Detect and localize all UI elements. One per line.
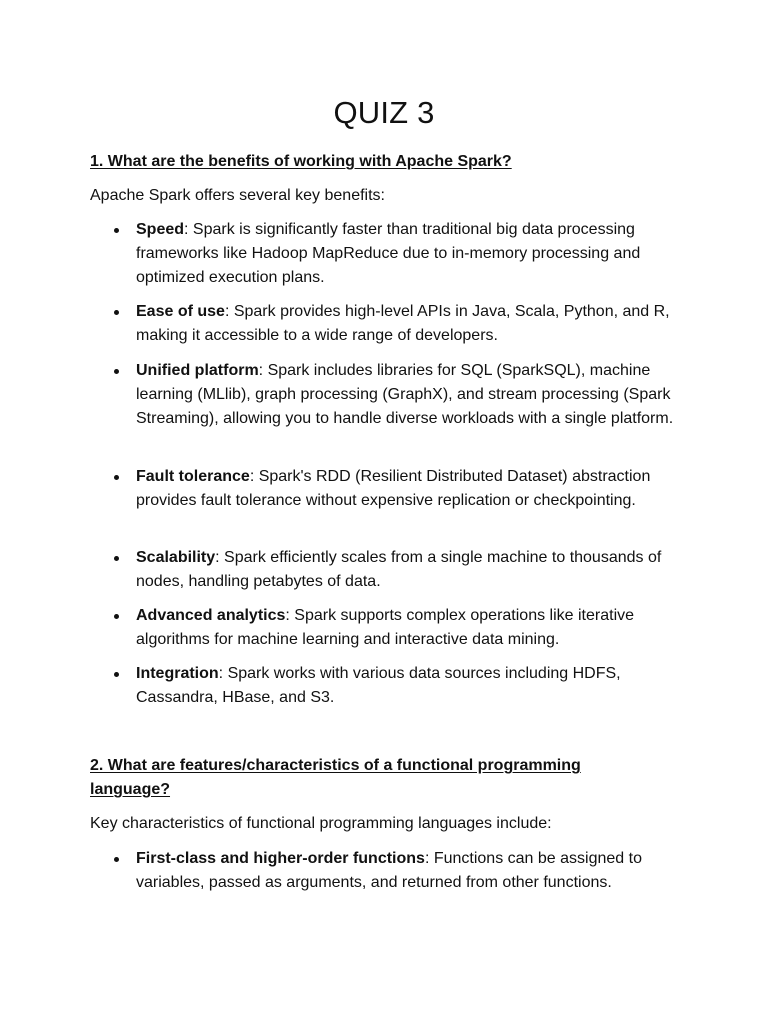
list-item-text — [136, 359, 681, 431]
item-term: Scalability — [136, 549, 216, 566]
item-description: : Functions can be assigned to variables, passed as arguments, and returned from other functions. — [136, 850, 642, 891]
list-item-text — [136, 465, 681, 513]
item-description: : Spark's RDD (Resilient Distributed Dataset) abstraction provides fault tolerance without expensive replication or checkpointing. — [136, 468, 651, 509]
question-1-heading: 1. What are the benefits of working with Apache Spark? — [90, 153, 512, 170]
item-term: Advanced analytics — [136, 607, 286, 624]
list-item-text — [136, 546, 681, 594]
item-term: Fault tolerance — [136, 468, 250, 485]
bullet-dot — [114, 369, 119, 374]
bullet-dot — [114, 556, 119, 561]
item-description: : Spark is significantly faster than traditional big data processing frameworks like Hadoop MapReduce due to in-memory processing and optimized execution plans. — [136, 221, 641, 286]
question-2-intro: Key characteristics of functional programming languages include: — [90, 815, 552, 832]
item-description: : Spark provides high-level APIs in Java, Scala, Python, and R, making it accessible to a wide range of developers. — [136, 303, 670, 344]
bullet-dot — [114, 475, 119, 480]
list-item-text — [136, 662, 681, 710]
item-term: Unified platform — [136, 362, 259, 379]
item-description: : Spark supports complex operations like iterative algorithms for machine learning and interactive data mining. — [136, 607, 635, 648]
item-term: First-class and higher-order functions — [136, 850, 425, 867]
item-description: : Spark includes libraries for SQL (SparkSQL), machine learning (MLlib), graph processing (GraphX), and stream processing (Spark Streaming), allowing you to handle diverse workloads with a single platform. — [136, 362, 674, 427]
item-description: : Spark works with various data sources including HDFS, Cassandra, HBase, and S3. — [136, 665, 621, 706]
question-1-intro: Apache Spark offers several key benefits: — [90, 187, 385, 204]
bullet-dot — [114, 228, 119, 233]
bullet-dot — [114, 310, 119, 315]
list-item-text — [136, 218, 681, 290]
page-title: QUIZ 3 — [333, 95, 435, 130]
list-item-text — [136, 604, 681, 652]
bullet-dot — [114, 672, 119, 677]
item-term: Ease of use — [136, 303, 225, 320]
item-term: Speed — [136, 221, 185, 238]
bullet-dot — [114, 614, 119, 619]
list-item-text — [136, 300, 681, 348]
item-description: : Spark efficiently scales from a single machine to thousands of nodes, handling petabytes of data. — [136, 549, 662, 590]
question-2-heading: 2. What are features/characteristics of a functional programming language? — [90, 757, 581, 798]
item-term: Integration — [136, 665, 219, 682]
list-item-text — [136, 847, 681, 895]
bullet-dot — [114, 857, 119, 862]
